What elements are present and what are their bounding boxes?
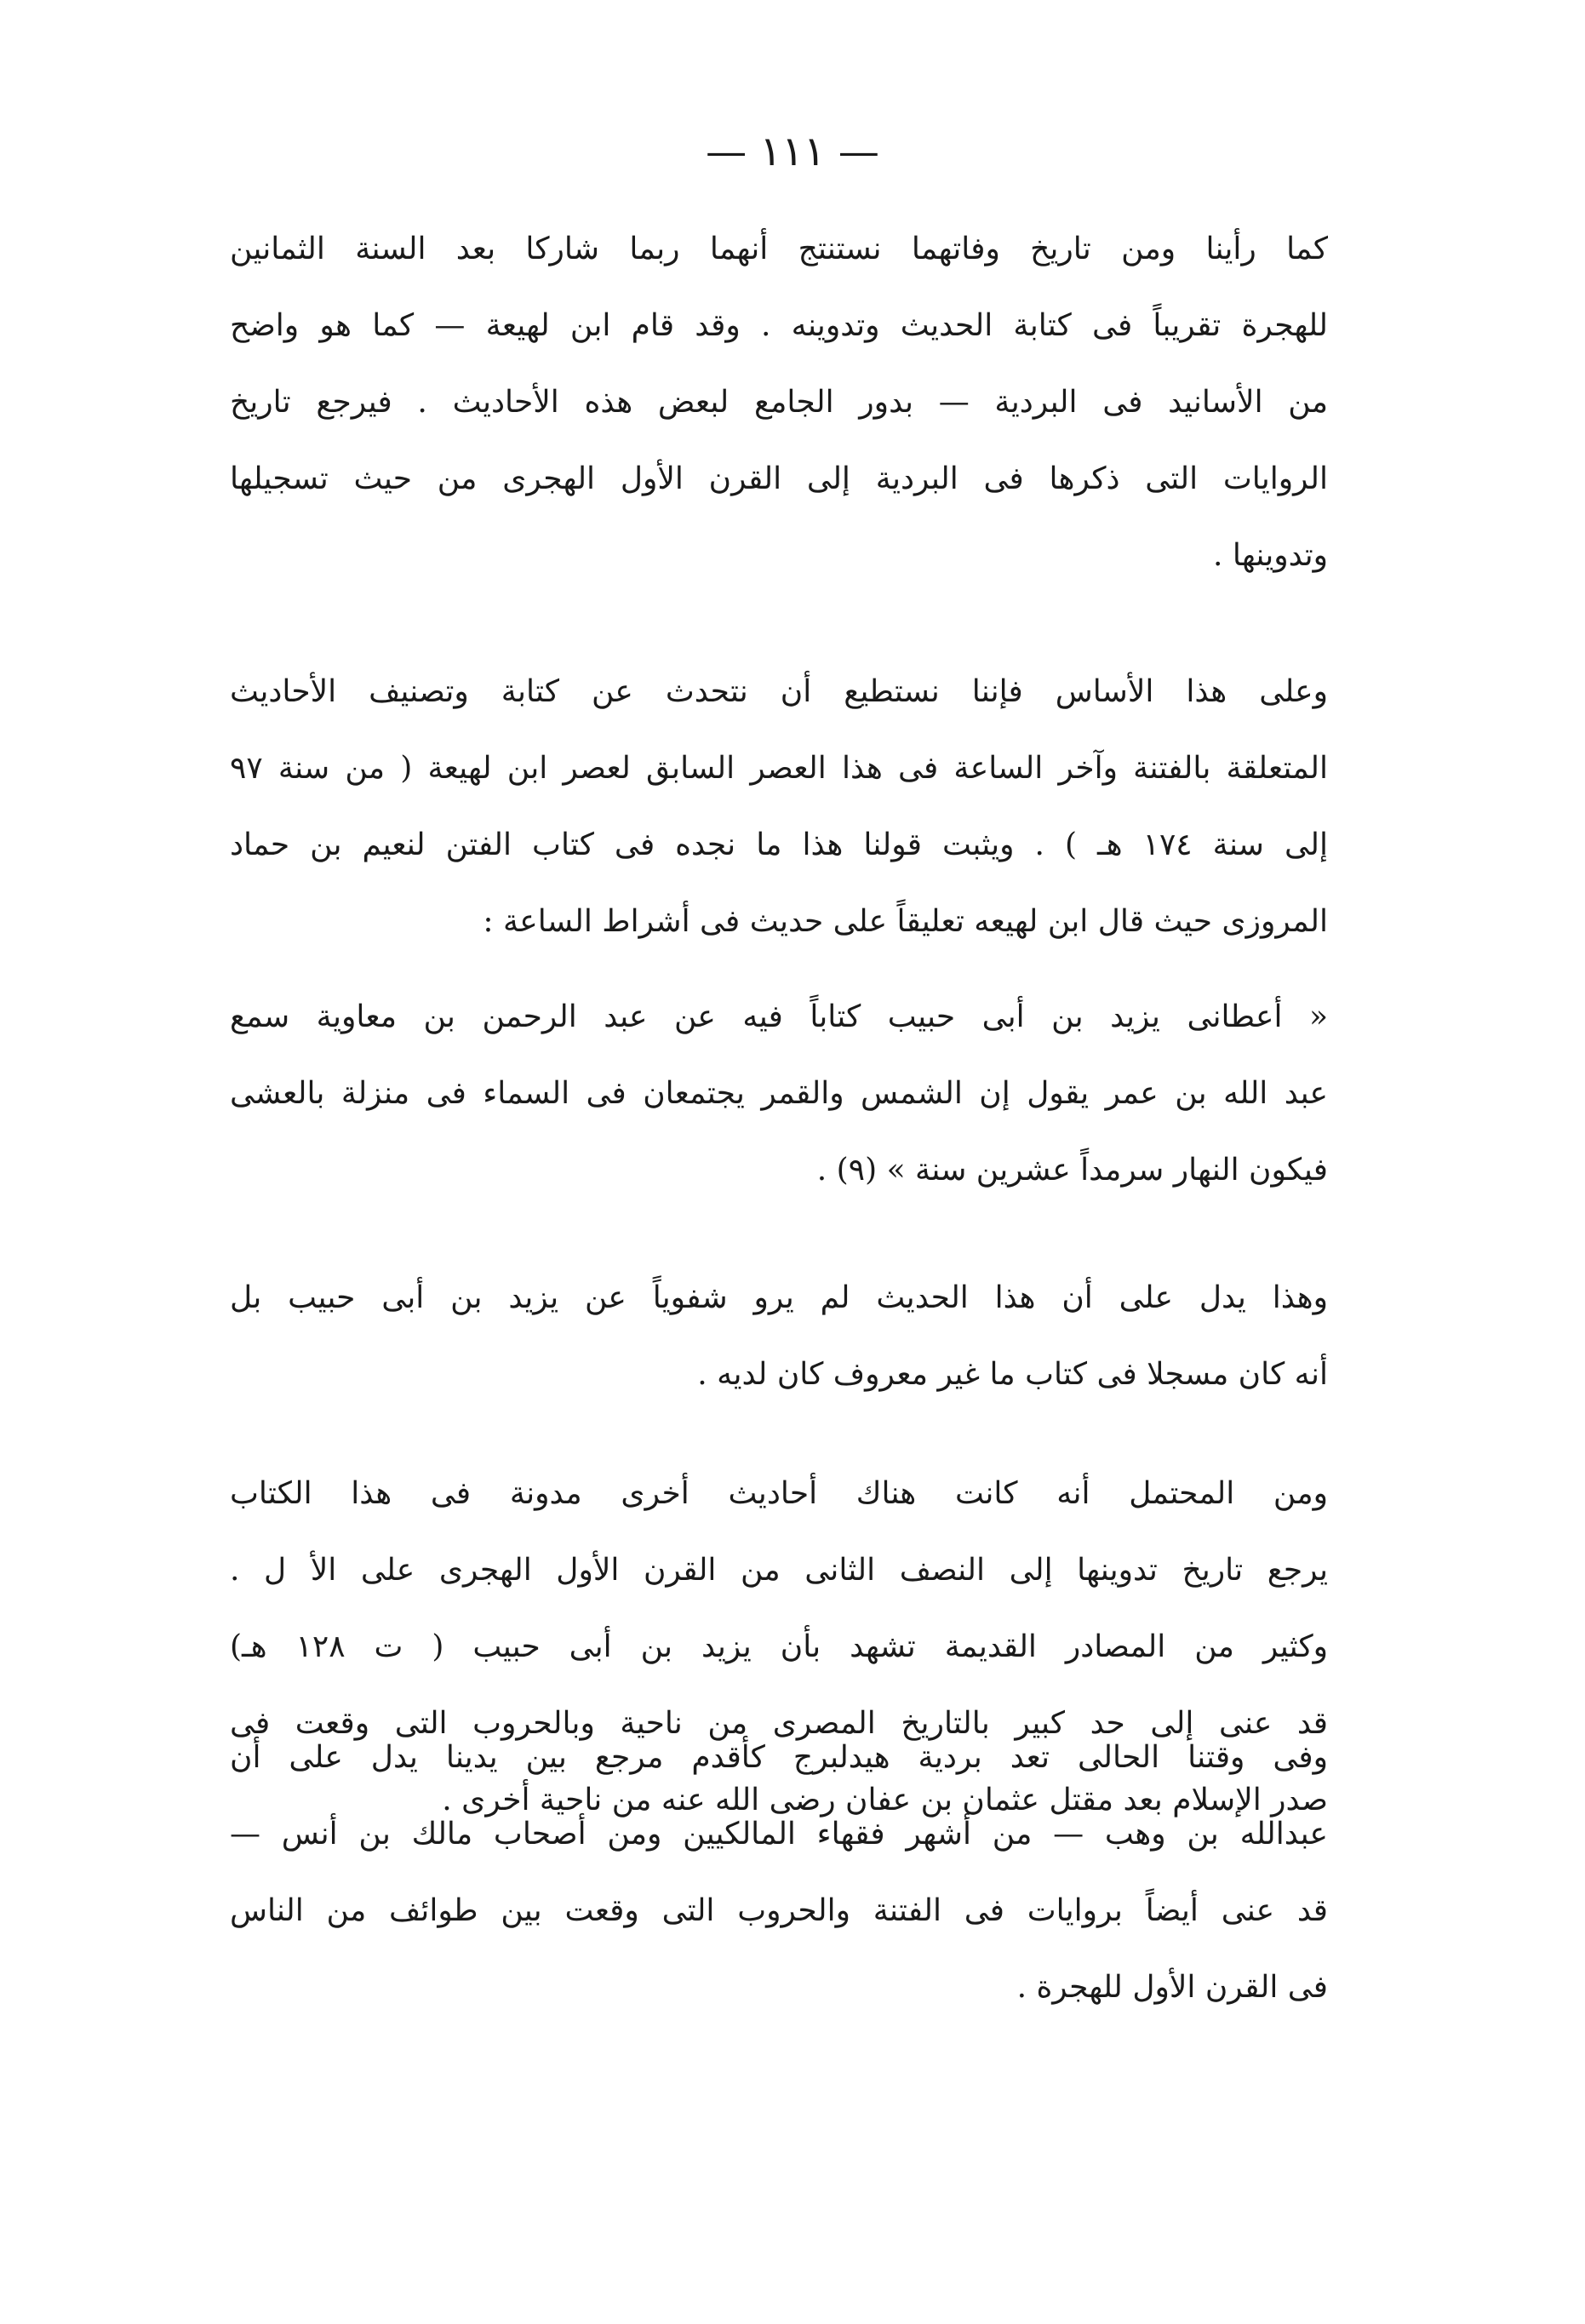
paragraph-1 — [230, 211, 1328, 594]
text-line: ومن المحتمل أنه كانت هناك أحاديث أخرى مدونة فى هذا الكتاب — [230, 1476, 1328, 1511]
paragraph-6 — [230, 1720, 1328, 2026]
text-line: وهذا يدل على أن هذا الحديث لم يرو شفوياً عن يزيد بن أبى حبيب بل — [230, 1280, 1328, 1315]
text-line: صدر الإسلام بعد مقتل عثمان بن عفان رضى الله عنه من ناحية أخرى . — [442, 1783, 1328, 1817]
text-line: من الأسانيد فى البردية — بدور الجامع لبعض هذه الأحاديث . فيرجع تاريخ — [230, 385, 1328, 420]
paragraph-2 — [230, 654, 1328, 960]
text-line: عبدالله بن وهب — من أشهر فقهاء المالكيين ومن أصحاب مالك بن أنس — — [230, 1817, 1328, 1852]
text-line: فى القرن الأول للهجرة . — [1016, 1970, 1328, 2005]
text-line: وعلى هذا الأساس فإننا نستطيع أن نتحدث عن كتابة وتصنيف الأحاديث — [230, 674, 1328, 709]
text-line: يرجع تاريخ تدوينها إلى النصف الثانى من القرن الأول الهجرى على الأ ل . — [230, 1553, 1328, 1588]
text-line: فيكون النهار سرمداً عشرين سنة » (٩) . — [816, 1153, 1328, 1188]
text-line: وتدوينها . — [1212, 538, 1328, 573]
text-line: المتعلقة بالفتنة وآخر الساعة فى هذا العصر السابق لعصر ابن لهيعة ( من سنة ٩٧ — [230, 751, 1328, 786]
text-line: للهجرة تقريباً فى كتابة الحديث وتدوينه . وقد قام ابن لهيعة — كما هو واضح — [230, 308, 1328, 343]
text-line: الروايات التى ذكرها فى البردية إلى القرن الأول الهجرى من حيث تسجيلها — [230, 461, 1328, 496]
text-line: إلى سنة ١٧٤ هـ ) . ويثبت قولنا هذا ما نجده فى كتاب الفتن لنعيم بن حماد — [230, 827, 1328, 862]
text-line: كما رأينا ومن تاريخ وفاتهما نستنتج أنهما ربما شاركا بعد السنة الثمانين — [230, 232, 1328, 266]
text-line: المروزى حيث قال ابن لهيعه تعليقاً على حديث فى أشراط الساعة : — [483, 904, 1328, 939]
text-line: وكثير من المصادر القديمة تشهد بأن يزيد بن أبى حبيب ( ت ١٢٨ هـ) — [230, 1629, 1328, 1664]
paragraph-4 — [230, 1260, 1328, 1413]
text-line: وفى وقتنا الحالى تعد بردية هيدلبرج كأقدم مرجع بين يدينا يدل على أن — [230, 1740, 1328, 1775]
text-line: قد عنى أيضاً بروايات فى الفتنة والحروب التى وقعت بين طوائف من الناس — [230, 1893, 1328, 1928]
quotation-paragraph — [230, 979, 1328, 1209]
text-line: عبد الله بن عمر يقول إن الشمس والقمر يجتمعان فى السماء فى منزلة بالعشى — [230, 1076, 1328, 1111]
page-number: — ١١١ — — [706, 128, 879, 175]
text-line: « أعطانى يزيد بن أبى حبيب كتاباً فيه عن عبد الرحمن بن معاوية سمع — [230, 999, 1328, 1034]
text-line: قد عنى إلى حد كبير بالتاريخ المصرى من ناحية وبالحروب التى وقعت فى — [230, 1706, 1328, 1741]
text-line: أنه كان مسجلا فى كتاب ما غير معروف كان لديه . — [697, 1357, 1328, 1392]
